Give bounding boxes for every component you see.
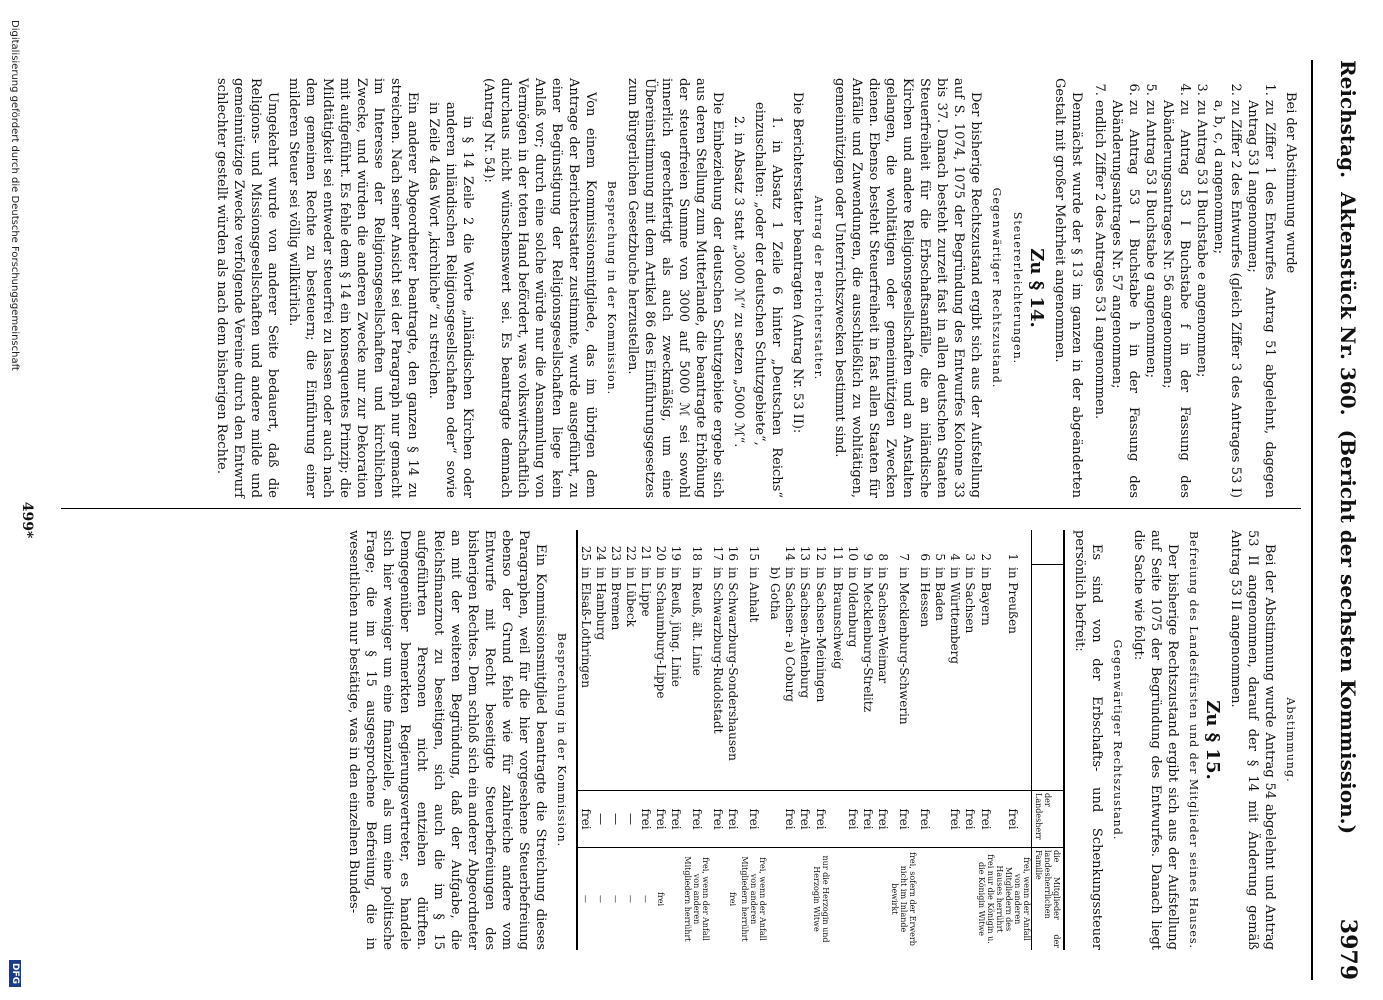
paragraph: Umgekehrt wurde von anderer Seite bedauert, daß die Religions- und Missionsgesellschaften und andere milde und gemeinnützige Zwecke verfolgende Vereine durch den Entwurf schlechter gestellt würden als nach dem bisherigen Rechte. [214, 78, 280, 498]
landesherr-value: frei [995, 791, 1032, 848]
familie-value [797, 848, 812, 951]
exemption-table [576, 530, 1065, 950]
landesherr-value: frei [917, 791, 932, 848]
state-name: in Sachsen-Altenburg [798, 567, 812, 699]
table-row [653, 530, 668, 950]
state-name: in Bayern [979, 567, 994, 626]
familie-value [845, 848, 860, 951]
familie-value [782, 848, 797, 951]
page-number: 3979 [1335, 918, 1361, 980]
familie-value: nur die Herzogin und Herzogin Witwe [812, 848, 830, 951]
table-row [995, 530, 1032, 950]
row-number: 25 [579, 545, 593, 561]
state-name: in Reuß, ält. Linie [690, 567, 704, 676]
paragraph: Die Berichterstatter beantragten (Antrag Nr. 53 II): [790, 92, 805, 434]
table-body [577, 530, 1032, 950]
table-row [593, 530, 608, 950]
landesherr-value: frei [653, 791, 668, 848]
familie-value [710, 848, 725, 951]
familie-value: frei, wenn der Anfall von anderen Mitgliedern herrührt [740, 848, 767, 951]
paragraph: Ein Kommissionsmitglied beantragte die Streichung dieses Paragraphen, weil für die hier vorgesehene Steuerbefreiung ebenso der Grund fehle wie für zahlreiche andere vom Entwurfe mit Recht beseitigte Steuerbefreiungen des bisherigen Rechtes. Dem schloß sich ein anderer Abgeordneter an mit der weiteren Begründung, daß der Aufgabe, die Reichsfinanznot zu beseitigen, sich auch die im § 15 aufgeführten Personen nicht entziehen dürften. Demgegenüber bemerkten Regierungsvertreter, es handele sich hier weniger um eine finanzielle, als um eine politische Frage; die im § 15 ausgesprochene Befreiung, die in wesentlichen nur bestätige, was in den einzelnen Bundes- [346, 530, 548, 950]
vote-item: 6. zu Antrag 53 I Buchstabe h in der Fassung des Abänderungsantrages Nr. 57 angenommen; [1108, 100, 1142, 498]
landesherr-value: frei [812, 791, 830, 848]
landesherr-value: frei [710, 791, 725, 848]
antrag-item: 1. in Absatz 1 Zeile 6 hinter „Deutschen Reichs“ einzuschalten: „oder der deutschen Schutzgebiete“, [752, 102, 784, 498]
landesherr-value: frei [845, 791, 860, 848]
row-number: 13 [798, 545, 812, 561]
paragraph: Von einem Kommissionsmitgliede, das im übrigen dem Antrage der Berichterstatter zustimmte, wurde ausgeführt, zu einer Begünstigung der Religionsgesellschaften liege kein Anlaß vor; durch eine solche würde nur die Ansammlung von Vermögen in der toten Hand befördert, was volkswirtschaftlich durchaus nicht wünschenswert sei. Es beantragte demnach (Antrag Nr. 54): [481, 78, 598, 498]
landesherr-value: frei [860, 791, 875, 848]
row-number: 19 [669, 545, 683, 561]
state-name: in Württemberg [948, 567, 962, 665]
state-name: in Schaumburg-Lippe [654, 567, 668, 699]
familie-value: frei [653, 848, 668, 951]
state-name: in Hamburg [594, 567, 608, 641]
landesherr-value: frei [947, 791, 962, 848]
row-number: 6 [918, 553, 932, 561]
familie-value [668, 848, 683, 951]
row-number: 18 [690, 545, 704, 561]
table-header: der Landesherr [1032, 791, 1065, 848]
landesherr-value [932, 791, 947, 848]
landesherr-value: frei [962, 791, 977, 848]
familie-value [947, 848, 962, 951]
row-number [767, 530, 782, 564]
paragraph: Bei der Abstimmung wurde Antrag 54 abgelehnt und Antrag 53 II angenommen, darauf der § 14 mit Änderung gemäß Antrag 53 II angenommen. [1228, 530, 1277, 950]
row-number: 2 [979, 553, 994, 561]
row-number: 17 [711, 545, 725, 561]
state-name: in Reuß, jüng. Linie [669, 567, 683, 687]
state-name: in Lippe [639, 567, 653, 617]
right-column [341, 530, 1299, 950]
row-number: 8 [876, 553, 890, 561]
landesherr-value: — [593, 791, 608, 848]
table-row [845, 530, 860, 950]
row-number: 23 [609, 545, 623, 561]
familie-value: — [593, 848, 608, 951]
row-number: 16 [726, 545, 740, 561]
familie-value: — [623, 848, 638, 951]
state-name: in Sachsen- a) Coburg [783, 567, 797, 702]
antrag-heading: Antrag der Berichterstatter. [812, 195, 825, 381]
table-header: die Mitglieder der landesherrlichen Familie [1032, 848, 1065, 951]
vote-intro: Bei der Abstimmung wurde [1283, 92, 1298, 274]
table-row [860, 530, 875, 950]
page-header [1321, 60, 1361, 980]
landesherr-value: frei [890, 791, 917, 848]
section-15-subheading-2: Gegenwärtiger Rechtszustand. [1111, 639, 1124, 841]
antrag-item: 2. in Absatz 3 statt „3000 ℳ“ zu setzen „5000 ℳ“. [731, 116, 746, 448]
state-name: in Bremen [609, 567, 623, 631]
paragraph: Der bisherige Rechtszustand ergibt sich aus der Aufstellung auf S. 1074, 1075 der Begründung des Entwurfes Kolonne 33 bis 37. Danach besteht zurzeit fast in allen deutschen Staaten Steuerfreiheit für die Erbschaftsanfälle, die an inländische Kirchen und andere Religionsgesellschaften und an Anstalten gelangen, die wohltätigen oder gemeinnützigen Zwecken dienen. Ebenso besteht Steuerfreiheit in fast allen Staaten für Anfälle und Zuwendungen, die ausschließlich zu wohltätigen, gemeinnützigen oder Unterrichtszwecken bestimmt sind. [832, 78, 983, 498]
table-row [725, 530, 740, 950]
row-number: 24 [594, 545, 608, 561]
landesherr-value: frei [577, 791, 593, 848]
landesherr-value: frei [977, 791, 995, 848]
section-14-heading: Zu § 14. [1026, 248, 1047, 328]
familie-value [860, 848, 875, 951]
state-name: in Schwarzburg-Rudolstadt [711, 567, 725, 734]
table-header [1032, 564, 1065, 791]
landesherr-value: frei [797, 791, 812, 848]
table-row [608, 530, 623, 950]
header-subtitle: (Bericht der sechsten Kommission.) [1336, 429, 1360, 835]
abstimmung-heading: Abstimmung. [1284, 697, 1297, 783]
section-15-subheading: Befreiung des Landesfürsten und der Mitglieder seines Hauses. [1187, 530, 1200, 950]
landesherr-value: — [623, 791, 638, 848]
familie-value: — [577, 848, 593, 951]
section-14-subheading: Steuererleichterungen. [1011, 211, 1024, 365]
row-number: 20 [654, 545, 668, 561]
table-row [577, 530, 593, 950]
familie-value: frei [725, 848, 740, 951]
state-name: in Anhalt [747, 567, 761, 623]
state-name: in Sachsen-Meiningen [814, 567, 829, 703]
landesherr-value: frei [668, 791, 683, 848]
row-number: 1 [1006, 553, 1021, 561]
state-name: in Lübeck [624, 567, 638, 627]
familie-value: — [608, 848, 623, 951]
vote-conclusion: Demnächst wurde der § 13 im ganzen in der abgeänderten Gestalt mit großer Mehrheit angenommen. [1052, 78, 1084, 498]
table-row [767, 530, 782, 950]
state-name: in Schwarzburg-Sondershausen [726, 567, 740, 761]
state-name: b) Gotha [768, 567, 782, 620]
paragraph: Es sind von der Erbschafts- und Schenkungssteuer persönlich befreit: [1072, 530, 1104, 950]
table-row [797, 530, 812, 950]
table-row [683, 530, 710, 950]
left-column [209, 78, 1299, 498]
row-number: 12 [814, 545, 829, 561]
row-number: 4 [948, 553, 962, 561]
vote-item: 2. zu Ziffer 2 des Entwurfes (gleich Ziffer 3 des Antrages 53 I) a, b, c, d angenommen; [1210, 100, 1244, 498]
dfg-credit: Digitalisierung gefördert durch die Deutsche Forschungsgemeinschaft [9, 20, 20, 371]
table-row [740, 530, 767, 950]
state-name: in Mecklenburg-Strelitz [861, 567, 875, 713]
vote-item: 1. zu Ziffer 1 des Entwurfes Antrag 51 abgelehnt, dagegen Antrag 53 I angenommen; [1244, 100, 1278, 498]
paragraph: Der bisherige Rechtszustand ergibt sich aus der Aufstellung auf Seite 1075 der Begründung des Entwurfes. Danach liegt die Sache wie folgt: [1131, 530, 1180, 950]
landesherr-value: frei [740, 791, 767, 848]
table-row [917, 530, 932, 950]
page-mark: 499* [19, 501, 35, 539]
state-name: in Sachsen [963, 567, 977, 634]
state-name: in Sachsen-Weimar [876, 567, 890, 684]
landesherr-value [767, 791, 782, 848]
row-number: 21 [639, 545, 653, 561]
landesherr-value: — [608, 791, 623, 848]
table-header [1032, 530, 1065, 564]
table-row [668, 530, 683, 950]
familie-value [917, 848, 932, 951]
state-name: in Baden [933, 567, 947, 621]
table-row [932, 530, 947, 950]
header-rule [1311, 60, 1313, 980]
besprechung-heading: Besprechung in der Kommission. [605, 180, 618, 396]
landesherr-value: frei [782, 791, 797, 848]
row-number: 22 [624, 545, 638, 561]
besprechung-heading: Besprechung in der Kommission. [555, 632, 568, 848]
row-number: 5 [933, 553, 947, 561]
table-row [875, 530, 890, 950]
row-number: 3 [963, 553, 977, 561]
paragraph: Die Einbeziehung der deutschen Schutzgebiete ergebe sich aus deren Stellung zum Mutterlande, die beantragte Erhöhung der steuerfreien Summe von 3000 auf 5000 ℳ sei sowohl innerlich gerechtfertigt als auch zweckmäßig, um eine Übereinstimmung mit dem Artikel 86 des Einführungsgesetzes zum Bürgerlichen Gesetzbuche herzustellen. [625, 78, 725, 498]
familie-value [932, 848, 947, 951]
header-left: Reichstag. [1336, 60, 1360, 179]
header-title: Aktenstück Nr. 360. [1336, 192, 1360, 416]
landesherr-value: frei [638, 791, 653, 848]
table-row [890, 530, 917, 950]
table-row [962, 530, 977, 950]
section-14-subheading-2: Gegenwärtiger Rechtszustand. [990, 187, 1003, 389]
row-number: 10 [846, 545, 860, 561]
familie-value: frei, sofern der Erwerb nicht im Inlande bewirkt [890, 848, 917, 951]
table-row [782, 530, 797, 950]
familie-value: frei nur die Königin u. die Königin Witwe [977, 848, 995, 951]
state-name: in Braunschweig [831, 567, 845, 670]
familie-value [830, 848, 845, 951]
table-row [710, 530, 725, 950]
familie-value: frei, wenn der Anfall von anderen Mitgliedern herrührt [683, 848, 710, 951]
landesherr-value: frei [683, 791, 710, 848]
row-number: 7 [897, 553, 911, 561]
state-name: in Preußen [1006, 567, 1021, 634]
landesherr-value [830, 791, 845, 848]
state-name: in Mecklenburg-Schwerin [897, 567, 911, 725]
familie-value: — [638, 848, 653, 951]
section-15-heading: Zu § 15. [1202, 700, 1223, 780]
table-header-row [1032, 530, 1065, 950]
familie-value [875, 848, 890, 951]
dfg-logo: DFG [9, 960, 21, 987]
landesherr-value: frei [875, 791, 890, 848]
table-row [977, 530, 995, 950]
landesherr-value: frei [725, 791, 740, 848]
table-row [623, 530, 638, 950]
row-number: 15 [747, 545, 761, 561]
vote-list [1091, 78, 1278, 498]
familie-value: frei, wenn der Anfall von anderen Mitgliedern des Hauses herrührt [995, 848, 1032, 951]
state-name: in Oldenburg [846, 567, 860, 648]
state-name: in Elsaß-Lothringen [579, 567, 593, 688]
vote-item: 5. zu Antrag 53 I Buchstabe g angenommen; [1142, 100, 1159, 498]
familie-value [767, 848, 782, 951]
paragraph: Ein anderer Abgeordneter beantragte, den ganzen § 14 zu streichen. Nach seiner Ansicht sei der Paragraph nur gemacht im Interesse der Religionsgesellschaften und kirchlichen Zwecke, und würden die anderen Zwecke nur zur Dekoration mit aufgeführt. Es fehle dem § 14 ein konsequentes Prinzip; die Mildtätigkeit sei entweder steuerfrei zu lassen oder auch nach dem gemeinen Rechte zu besteuern; die Einführung einer milderen Steuer sei völlig willkürlich. [286, 78, 420, 498]
row-number: 14 [783, 545, 797, 561]
row-number: 9 [861, 553, 875, 561]
table-row [830, 530, 845, 950]
vote-item: 7. endlich Ziffer 2 des Antrages 53 I angenommen. [1091, 100, 1108, 498]
vote-item: 4. zu Antrag 53 I Buchstabe f in der Fassung des Abänderungsantrages Nr. 56 angenommen; [1159, 100, 1193, 498]
familie-value [962, 848, 977, 951]
table-row [812, 530, 830, 950]
antrag-quote: in § 14 Zeile 2 die Worte „inländischen Kirchen oder anderen inländischen Religionsgesellschaften oder“ sowie in Zeile 4 das Wort „kirchliche“ zu streichen. [426, 102, 475, 498]
state-name: in Hessen [918, 567, 932, 628]
column-divider [61, 508, 1301, 509]
table-row [638, 530, 653, 950]
row-number: 11 [831, 545, 845, 561]
vote-item: 3. zu Antrag 53 I Buchstabe e angenommen; [1193, 100, 1210, 498]
table-row [947, 530, 962, 950]
